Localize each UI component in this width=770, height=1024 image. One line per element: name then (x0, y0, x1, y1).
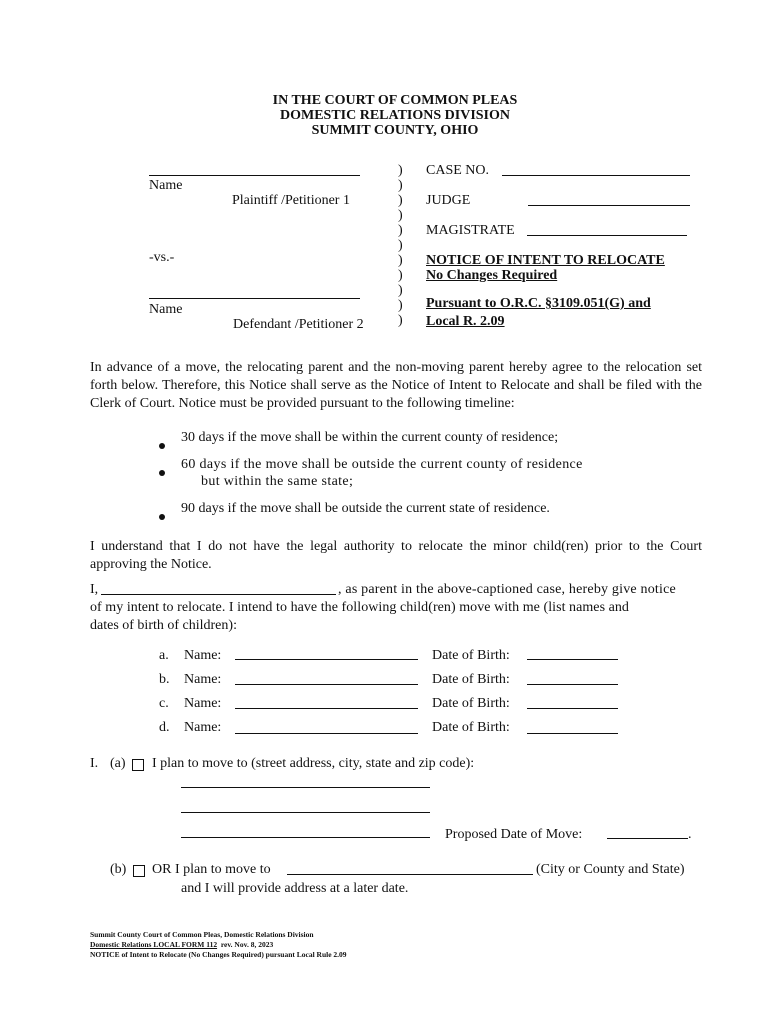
child-c-dob-label: Date of Birth: (432, 696, 510, 711)
option-a-checkbox[interactable] (132, 757, 144, 775)
footer-form-number: Domestic Relations LOCAL FORM 112 (90, 940, 218, 949)
caption-paren: ) (398, 223, 403, 238)
timeline-item-30-days: 30 days if the move shall be within the current county of residence; (181, 430, 559, 445)
court-division: DOMESTIC RELATIONS DIVISION (279, 108, 510, 123)
child-c-dob-field[interactable] (527, 708, 618, 709)
caption-paren: ) (398, 193, 403, 208)
caption-paren: ) (398, 283, 403, 298)
local-rule-reference: Local R. 2.09 (426, 314, 505, 329)
plaintiff-name-line[interactable] (149, 175, 360, 176)
option-a-text: I plan to move to (street address, city, state and zip code): (152, 756, 475, 771)
child-b-name-label: Name: (184, 672, 222, 687)
child-a-name-field[interactable] (235, 659, 418, 660)
intent-prefix: I, (90, 582, 99, 597)
plaintiff-role-label: Plaintiff /Petitioner 1 (232, 193, 350, 208)
caption-paren: ) (398, 253, 403, 268)
child-c-name-field[interactable] (235, 708, 418, 709)
option-b-checkbox[interactable] (133, 863, 145, 881)
court-county: SUMMIT COUNTY, OHIO (311, 123, 479, 138)
footer-revision: rev. Nov. 8, 2023 (217, 940, 274, 949)
footer-form-id (90, 940, 273, 950)
child-a-letter: a. (159, 648, 169, 663)
proposed-date-field[interactable] (607, 838, 688, 839)
defendant-name-label: Name (149, 302, 183, 317)
intent-line2: of my intent to relocate. I intend to have the following child(ren) move with me (list names and (90, 600, 629, 615)
case-number-label: CASE NO. (426, 163, 490, 178)
footer-form-title: NOTICE of Intent to Relocate (No Changes Required) pursuant Local Rule 2.09 (90, 950, 347, 959)
proposed-date-label: Proposed Date of Move: (445, 827, 583, 842)
child-d-dob-field[interactable] (527, 733, 618, 734)
notice-subtitle: No Changes Required (426, 268, 558, 283)
bullet-dot (159, 436, 165, 454)
caption-paren: ) (398, 178, 403, 193)
bullet-dot (159, 463, 165, 481)
city-state-field[interactable] (287, 874, 533, 875)
child-c-letter: c. (159, 696, 169, 711)
statute-reference: Pursuant to O.R.C. §3109.051(G) and (426, 296, 651, 311)
case-number-field[interactable] (502, 175, 690, 176)
address-line-1[interactable] (181, 787, 430, 788)
notice-title: NOTICE OF INTENT TO RELOCATE (426, 253, 665, 268)
magistrate-field[interactable] (527, 235, 687, 236)
timeline-item-60-days: 60 days if the move shall be outside the current county of residence (181, 457, 583, 472)
caption-paren: ) (398, 268, 403, 283)
caption-paren: ) (398, 298, 403, 313)
judge-field[interactable] (528, 205, 690, 206)
bullet-dot (159, 507, 165, 525)
child-a-dob-field[interactable] (527, 659, 618, 660)
magistrate-label: MAGISTRATE (426, 223, 515, 238)
parent-name-field[interactable] (101, 594, 336, 595)
plaintiff-name-label: Name (149, 178, 183, 193)
address-line-3[interactable] (181, 837, 430, 838)
child-a-name-label: Name: (184, 648, 222, 663)
child-d-letter: d. (159, 720, 170, 735)
defendant-role-label: Defendant /Petitioner 2 (233, 317, 364, 332)
intro-paragraph: In advance of a move, the relocating parent and the non-moving parent hereby agree to the relocation set forth below. Therefore, this Notice shall serve as the Notice of Intent to Relocate and shall be filed with the Clerk of Court. Notice must be provided pursuant to the following timeline: (90, 360, 702, 411)
child-b-name-field[interactable] (235, 684, 418, 685)
understand-paragraph: I understand that I do not have the legal authority to relocate the minor child(ren) prior to the Court approving the Notice. (90, 539, 702, 572)
option-b-suffix: (City or County and State) (536, 862, 685, 877)
child-b-dob-field[interactable] (527, 684, 618, 685)
child-c-name-label: Name: (184, 696, 222, 711)
proposed-date-period: . (688, 827, 692, 842)
child-d-name-field[interactable] (235, 733, 418, 734)
child-b-dob-label: Date of Birth: (432, 672, 510, 687)
court-name: IN THE COURT OF COMMON PLEAS (272, 93, 518, 108)
caption-paren: ) (398, 208, 403, 223)
option-b-text: OR I plan to move to (152, 862, 271, 877)
timeline-item-60-days-cont: but within the same state; (201, 474, 354, 489)
intent-line1: , as parent in the above-captioned case, hereby give notice (338, 582, 676, 597)
option-a-label: (a) (110, 756, 126, 771)
judge-label: JUDGE (426, 193, 471, 208)
defendant-name-line[interactable] (149, 298, 360, 299)
timeline-item-90-days: 90 days if the move shall be outside the current state of residence. (181, 501, 550, 516)
child-a-dob-label: Date of Birth: (432, 648, 510, 663)
caption-paren: ) (398, 313, 403, 328)
footer-court: Summit County Court of Common Pleas, Domestic Relations Division (90, 930, 314, 939)
child-d-name-label: Name: (184, 720, 222, 735)
option-b-label: (b) (110, 862, 127, 877)
option-b-line2: and I will provide address at a later date. (181, 881, 409, 896)
address-line-2[interactable] (181, 812, 430, 813)
caption-paren: ) (398, 163, 403, 178)
child-b-letter: b. (159, 672, 170, 687)
versus-label: -vs.- (149, 250, 175, 265)
caption-paren: ) (398, 238, 403, 253)
child-d-dob-label: Date of Birth: (432, 720, 510, 735)
section-number: I. (90, 756, 99, 771)
intent-line3: dates of birth of children): (90, 618, 237, 633)
